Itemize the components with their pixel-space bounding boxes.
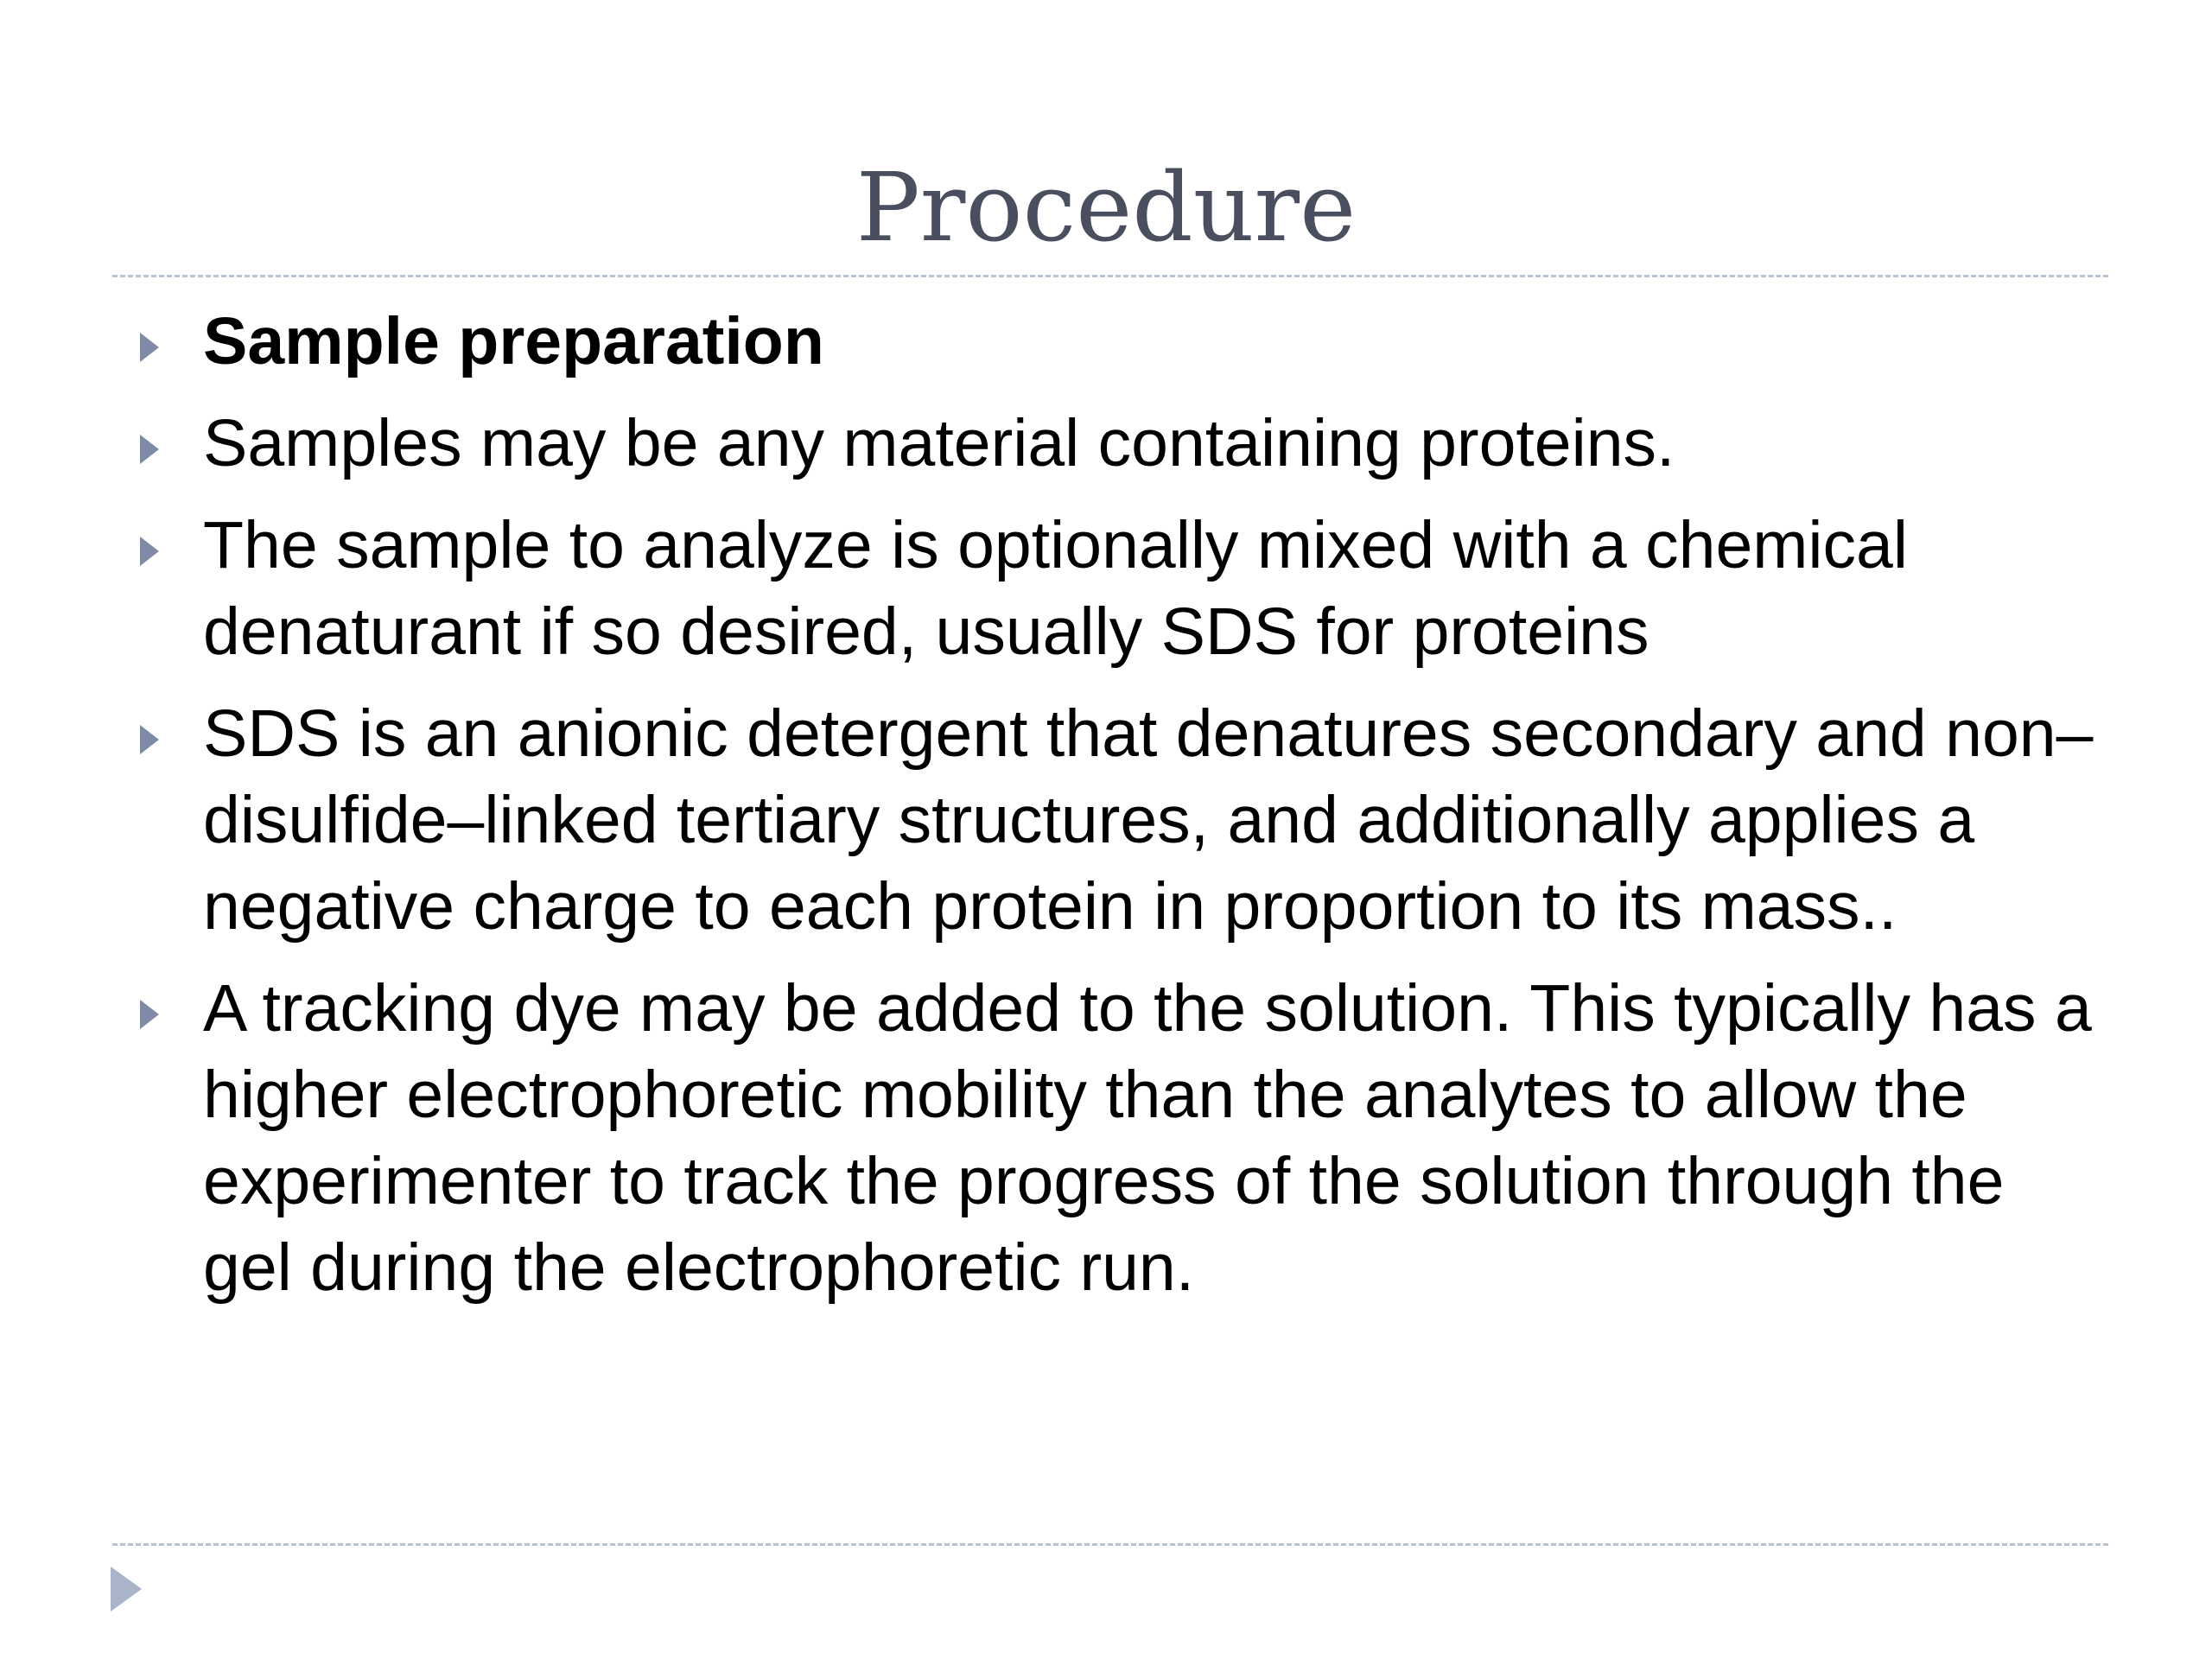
slide-title: Procedure [855, 152, 1357, 263]
bullet-item-denaturant [130, 502, 2108, 675]
triangle-bullet-icon [140, 333, 159, 362]
bullet-text: Samples may be any material containing proteins. [203, 406, 1675, 480]
bullet-item-sample-preparation [130, 298, 2108, 385]
triangle-bullet-icon [140, 435, 159, 464]
bullet-list [130, 298, 2108, 1326]
bullet-text: A tracking dye may be added to the solution. This typically has a higher electrophoretic mobility than the analytes to allow the experimenter to track the progress of the solution through the gel during the electrophoretic run. [203, 971, 2092, 1305]
bullet-item-sds [130, 690, 2108, 950]
bullet-item-tracking-dye [130, 965, 2108, 1311]
bullet-text: Sample preparation [203, 304, 824, 378]
footer-divider [112, 1543, 2108, 1546]
bullet-text: SDS is an anionic detergent that denatures secondary and non–disulfide–linked tertiary structures, and additionally applies a negative charge to each protein in proportion to its mass.. [203, 696, 2094, 944]
title-divider [112, 275, 2108, 277]
triangle-bullet-icon [140, 537, 159, 566]
triangle-bullet-icon [140, 725, 159, 754]
bullet-text: The sample to analyze is optionally mixed with a chemical denaturant if so desired, usually SDS for proteins [203, 508, 1908, 669]
bullet-item-samples [130, 400, 2108, 486]
triangle-bullet-icon [140, 1000, 159, 1029]
next-slide-arrow-icon[interactable] [111, 1567, 142, 1611]
